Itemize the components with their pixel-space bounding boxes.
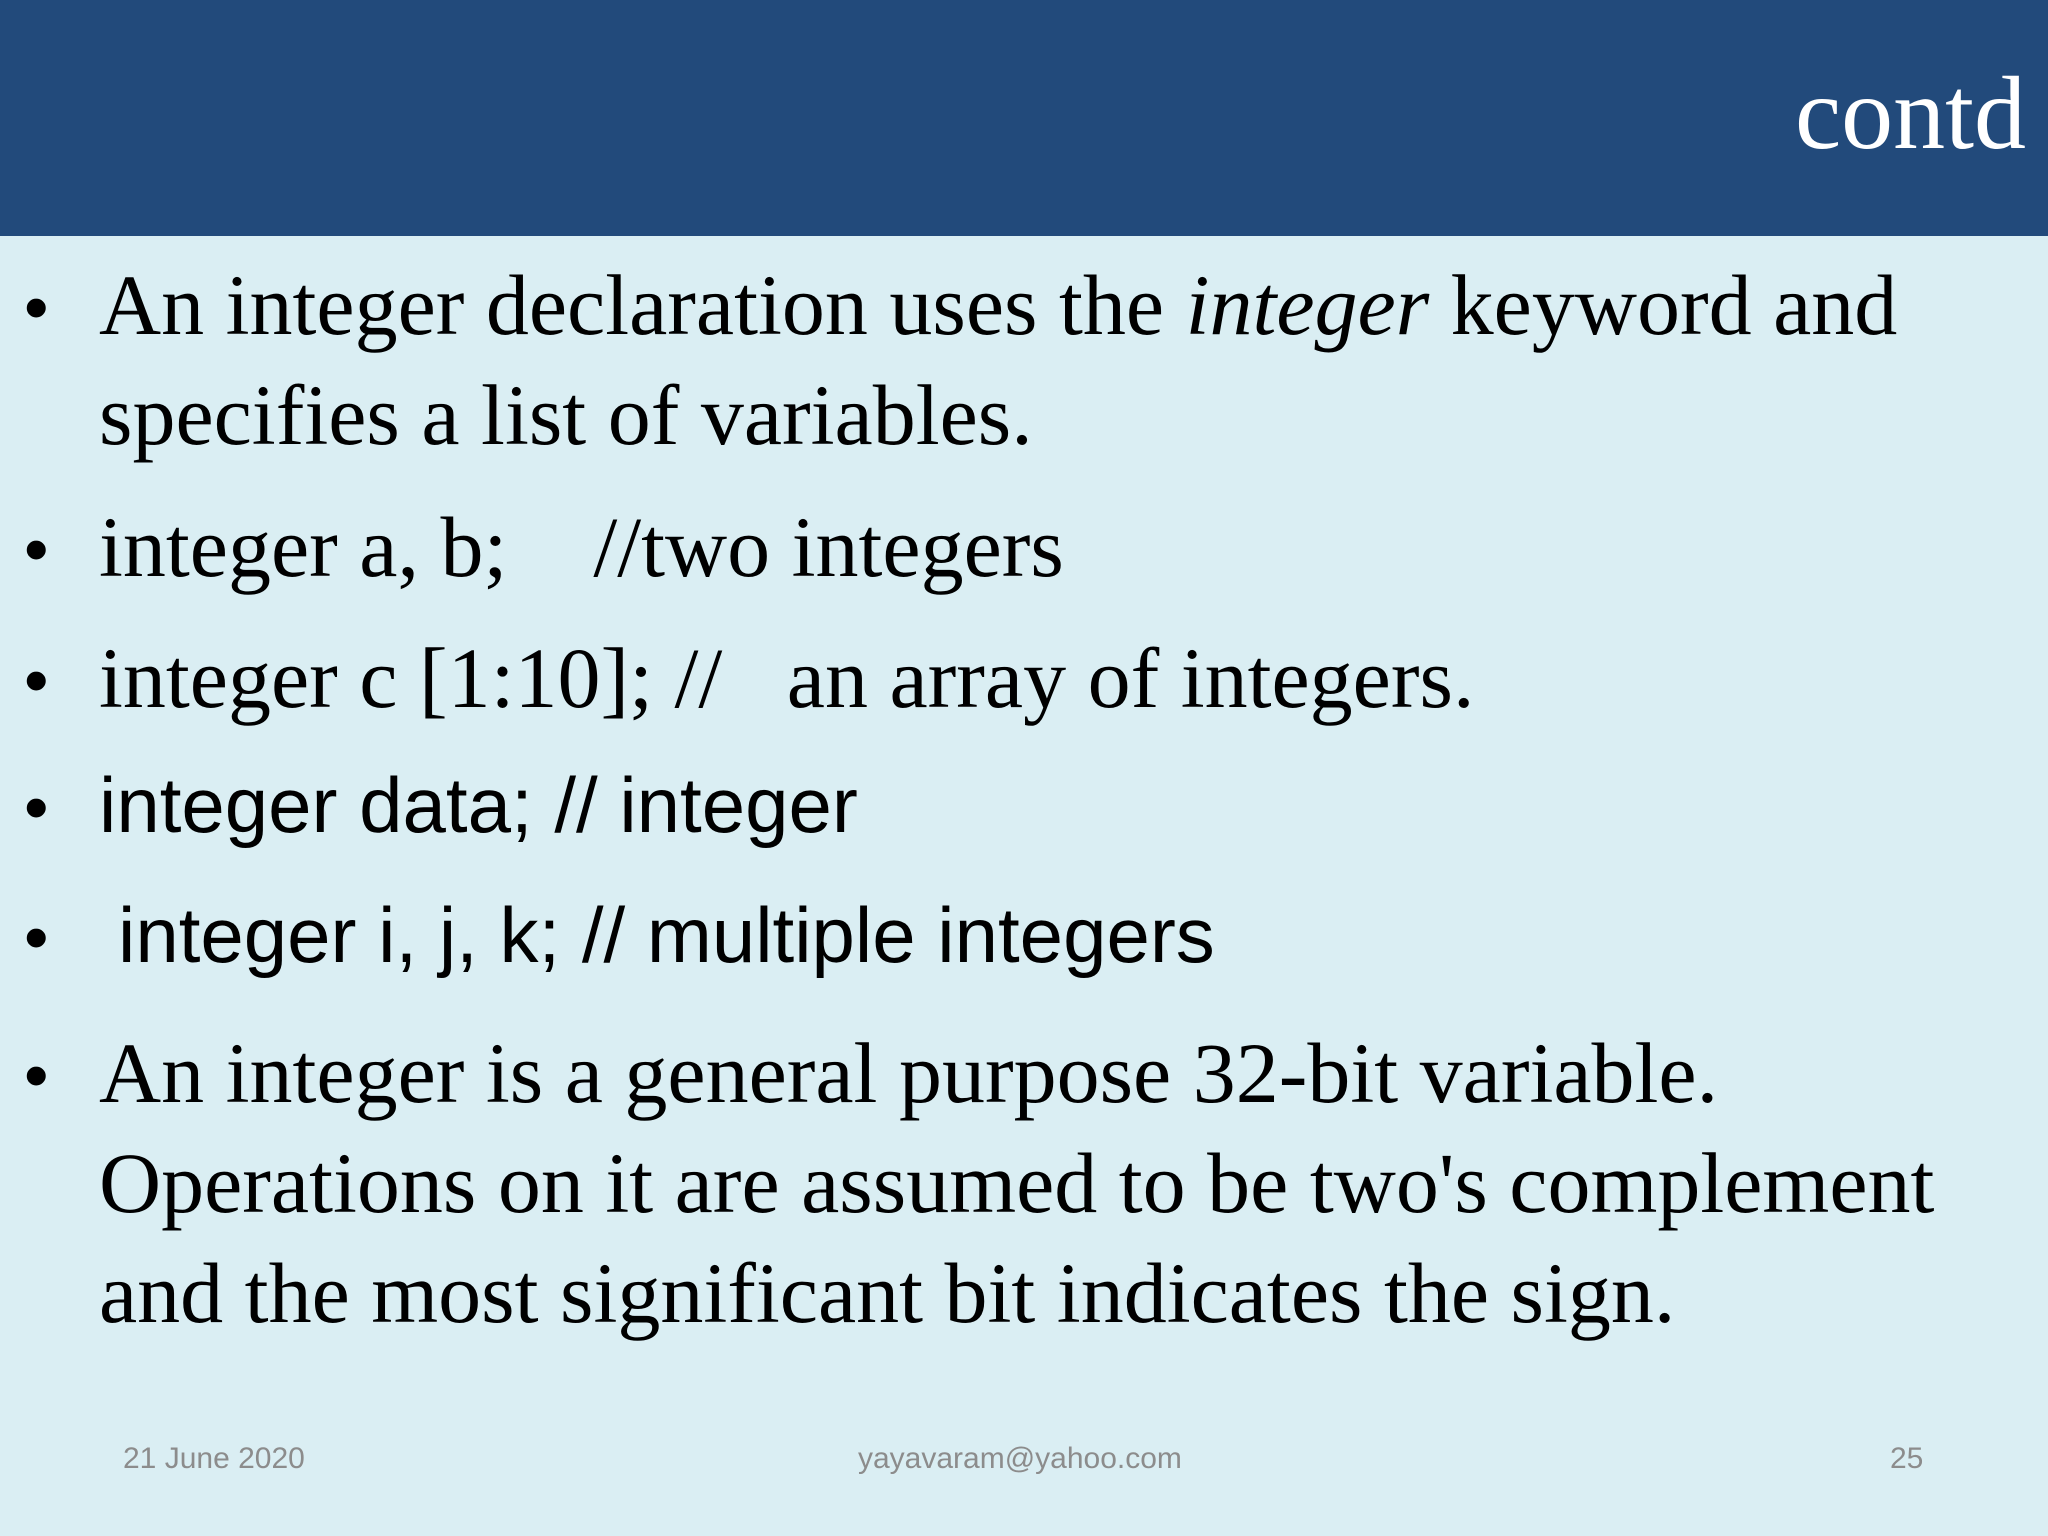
bullet-text-part: keyword and specifies a list of variables.	[99, 257, 1898, 463]
bullet-text: integer c [1:10]; // an array of integers.	[99, 630, 1475, 726]
bullet-text	[99, 250, 2029, 470]
bullet-dot: •	[24, 510, 49, 588]
bullet-text-part: An integer declaration uses the	[99, 257, 1186, 353]
footer-email: yayavaram@yahoo.com	[858, 1442, 1182, 1475]
bullet-dot: •	[24, 768, 49, 846]
bullet-dot: •	[24, 268, 49, 346]
keyword-emphasis: integer	[1185, 257, 1430, 353]
bullet-text: integer i, j, k; // multiple integers	[118, 891, 1215, 979]
slide-title: contd	[1794, 56, 2026, 171]
bullet-dot: •	[24, 898, 49, 976]
bullet-dot: •	[24, 1036, 49, 1114]
footer-date: 21 June 2020	[123, 1442, 305, 1475]
bullet-text: An integer is a general purpose 32-bit variable. Operations on it are assumed to be two's complement and the most significant bit indicates the sign.	[99, 1025, 1935, 1341]
bullet-dot: •	[24, 641, 49, 719]
bullet-text: integer data; // integer	[99, 761, 858, 849]
slide-number: 25	[1890, 1442, 1924, 1475]
bullet-text: integer a, b; //two integers	[99, 499, 1064, 595]
